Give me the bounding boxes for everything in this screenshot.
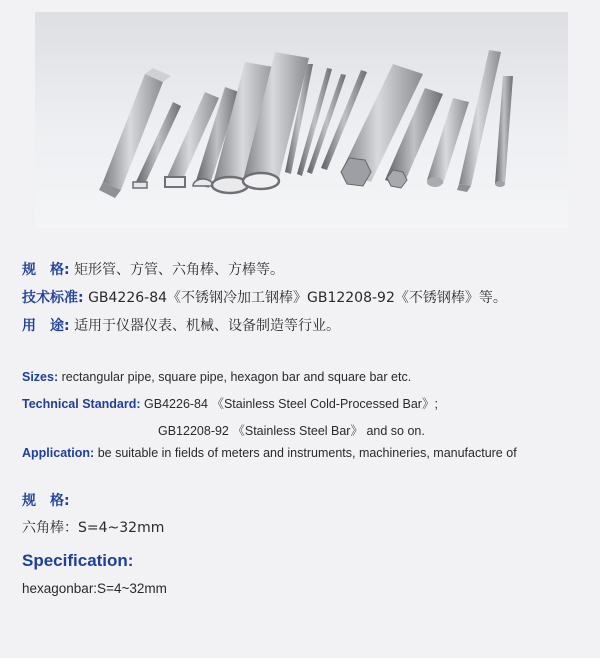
en-sizes-row [22,369,411,385]
spec-cn-value: 六角棒：S=4~32mm [22,520,165,536]
cn-sizes-row [22,261,284,279]
steel-bars-illustration [35,12,568,228]
product-photo [35,12,568,228]
cn-sizes-text: 矩形管、方管、六角棒、方棒等。 [74,262,285,278]
cn-standard-label: 技术标准: [22,290,84,306]
cn-application-row [22,317,340,335]
en-standard-row-2 [158,423,425,439]
en-standard-label: Technical Standard: [22,397,141,411]
en-standard-text-1: GB4226-84 《Stainless Steel Cold-Processed Bar》; [144,397,438,411]
en-application-row [22,445,517,461]
en-application-text: be suitable in fields of meters and instruments, machineries, manufacture of [97,446,517,460]
cn-standard-row [22,289,507,307]
cn-application-label: 用 途: [22,318,70,334]
en-standard-row [22,396,438,412]
cn-sizes-label: 规 格: [22,262,70,278]
en-sizes-label: Sizes: [22,370,59,384]
cn-standard-text: GB4226-84《不锈钢冷加工钢棒》GB12208-92《不锈钢棒》等。 [88,290,507,306]
en-sizes-text: rectangular pipe, square pipe, hexagon bar and square bar etc. [61,370,412,384]
spec-en-value: hexagonbar:S=4~32mm [22,581,167,596]
en-application-label: Application: [22,446,95,460]
en-standard-text-2: GB12208-92 《Stainless Steel Bar》 and so on. [158,424,425,438]
cn-application-text: 适用于仪器仪表、机械、设备制造等行业。 [74,318,341,334]
spec-cn-heading: 规 格: [22,493,70,509]
spec-en-heading: Specification: [22,551,134,570]
